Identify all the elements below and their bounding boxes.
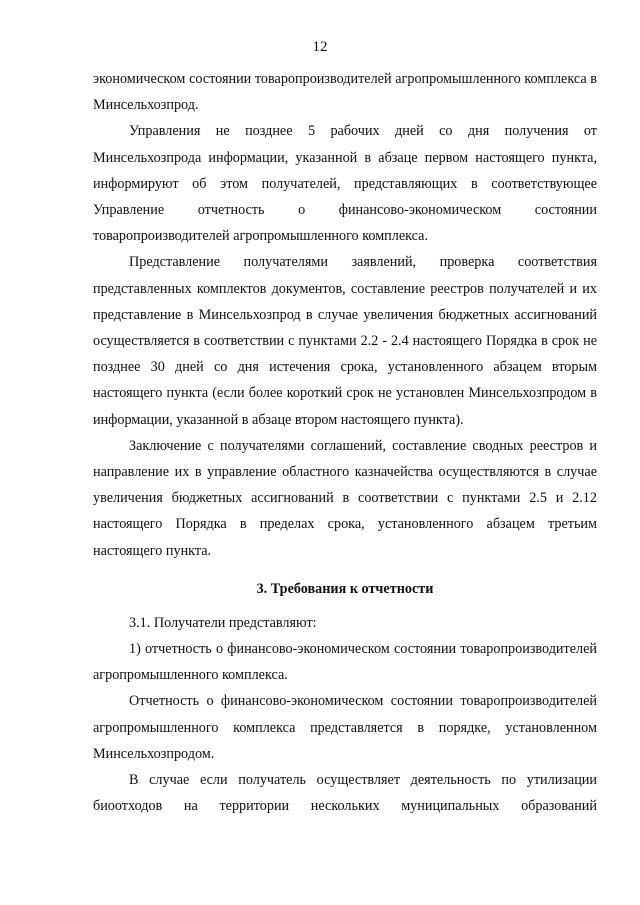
paragraph-applications-submission: Представление получателями заявлений, проверка соответствия представленных комплектов документов, составление реестров получателей и их представление в Минсельхозпрод в случае увеличения бюджетных ассигнований осуществляется в соответствии с пунктами 2.2 - 2.4 настоящего Порядка в срок не позднее 30 дней со дня истечения срока, установленного абзацем вторым настоящего пункта (если более короткий срок не установлен Минсельхозпродом в информации, указанной в абзаце втором настоящего пункта). (93, 254, 597, 428)
list-item-1: 1) отчетность о финансово-экономическом состоянии товаропроизводителей агропромышленного комплекса. (93, 641, 597, 684)
paragraph-biowaste-case: В случае если получатель осуществляет деятельность по утилизации биоотходов на территории нескольких муниципальных образований (93, 772, 597, 815)
section-heading: 3. Требования к отчетности (256, 580, 434, 597)
paragraph-continuation: экономическом состоянии товаропроизводителей агропромышленного комплекса в Минсельхозпрод. (93, 71, 597, 114)
paragraph-recipients-submit: 3.1. Получатели представляют: (129, 614, 317, 631)
page-number: 12 (312, 39, 328, 55)
paragraph-reporting-procedure: Отчетность о финансово-экономическом состоянии товаропроизводителей агропромышленного комплекса представляется в порядке, установленном Минсельхозпродом. (93, 693, 597, 762)
document-body (93, 66, 597, 819)
paragraph-management-notification: Управления не позднее 5 рабочих дней со дня получения от Минсельхозпрода информации, указанной в абзаце первом настоящего пункта, информируют об этом получателей, представляющих в соответствующее Управление отчетность о финансово-экономическом состоянии товаропроизводителей агропромышленного комплекса. (93, 123, 597, 245)
paragraph-agreements-conclusion: Заключение с получателями соглашений, составление сводных реестров и направление их в управление областного казначейства осуществляются в случае увеличения бюджетных ассигнований в соответствии с пунктами 2.5 и 2.12 настоящего Порядка в пределах срока, установленного абзацем третьим настоящего пункта. (93, 437, 597, 559)
